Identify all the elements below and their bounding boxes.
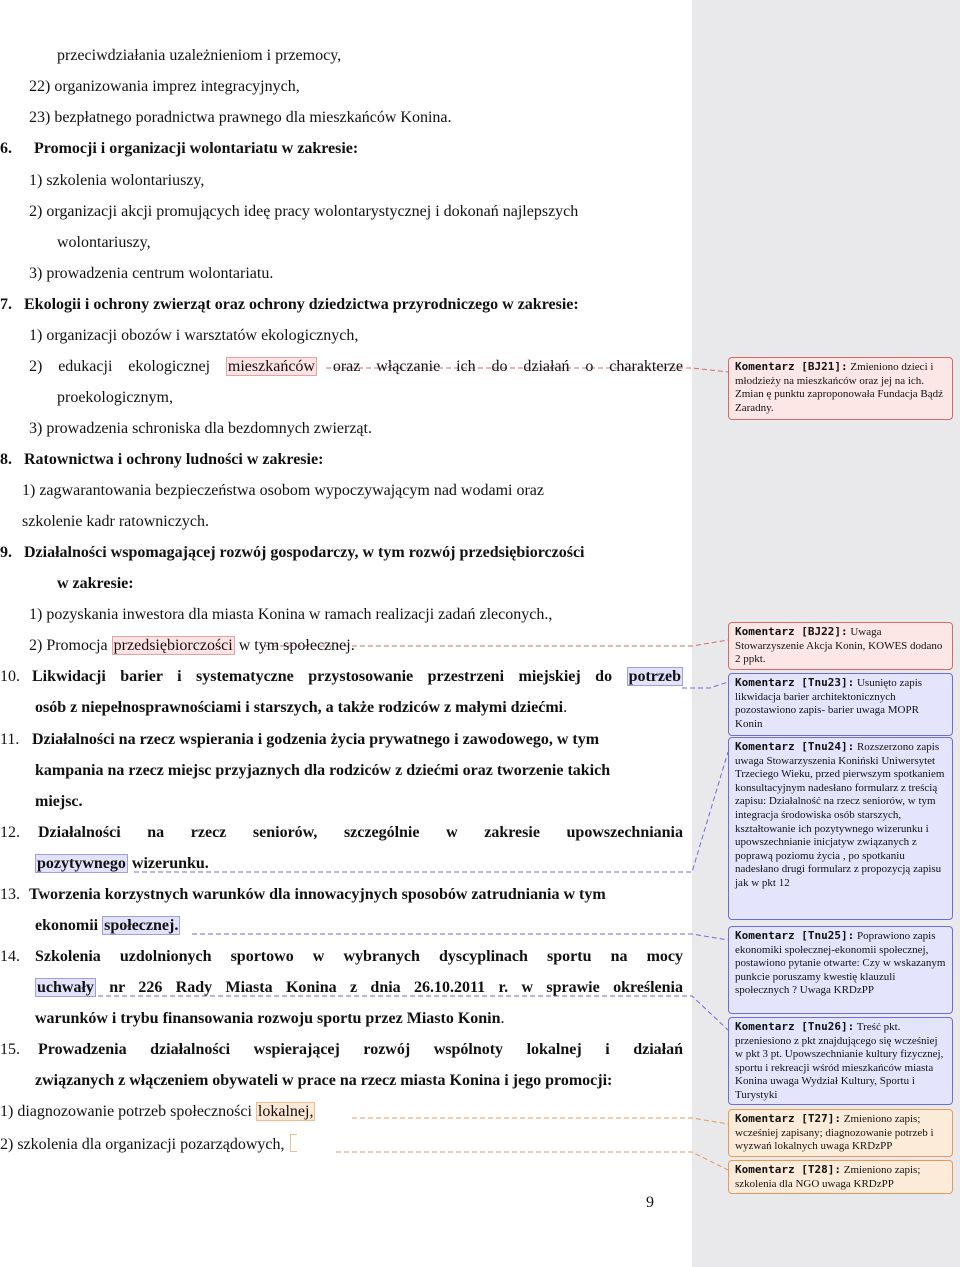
section-11-number: 11. bbox=[0, 731, 20, 748]
text-run: oraz włączanie ich do działań o charakterze bbox=[332, 358, 684, 375]
section-13-number: 13. bbox=[0, 886, 20, 903]
comment-anchor-bj21[interactable]: mieszkańców bbox=[227, 358, 315, 375]
comment-anchor-tnu23[interactable]: potrzeb bbox=[628, 668, 681, 685]
comment-tnu25[interactable] bbox=[728, 926, 953, 1014]
section-6-heading bbox=[0, 140, 358, 158]
comment-text: Zmieniono dzieci i młodzieży na mieszkańców oraz jej na ich. Zmian ę punktu zaproponowała Fundacja Bądź Zaradny. bbox=[735, 361, 944, 414]
section-title-continued: w zakresie: bbox=[57, 575, 134, 592]
section-number: 7. bbox=[0, 296, 12, 313]
list-item bbox=[29, 358, 683, 376]
comment-text: Poprawiono zapis ekonomiki społecznej-ekonomii społecznej, postawiono pytanie otwarte: Czy w wskazanym punkcie poruszamy kwestię klauzuli społecznych ? Uwaga KRDzPP bbox=[735, 930, 946, 997]
list-item-continued: szkolenie kadr ratowniczych. bbox=[22, 513, 210, 530]
text-run: 2) szkolenia dla organizacji pozarządowych, bbox=[0, 1136, 285, 1153]
comment-tnu23[interactable] bbox=[728, 673, 953, 736]
list-item: 1) szkolenia wolontariuszy, bbox=[29, 172, 205, 189]
comment-t28[interactable] bbox=[728, 1160, 953, 1194]
section-12-title-continued bbox=[35, 855, 209, 873]
comment-label: Komentarz [Tnu25]: bbox=[735, 929, 855, 942]
page-number: 9 bbox=[646, 1194, 654, 1211]
section-11-title-continued: kampania na rzecz miejsc przyjaznych dla rodziców z dziećmi oraz tworzenie takich bbox=[35, 762, 611, 779]
list-item: 1) pozyskania inwestora dla miasta Konina w ramach realizacji zadań zleconych., bbox=[29, 606, 553, 623]
list-item: 2) organizacji akcji promujących ideę pracy wolontarystycznej i dokonań najlepszych bbox=[29, 203, 579, 220]
section-12-number: 12. bbox=[0, 824, 20, 841]
comment-label: Komentarz [Tnu23]: bbox=[735, 676, 855, 689]
text-run: wizerunku. bbox=[131, 855, 209, 872]
section-11-title-continued: miejsc. bbox=[35, 793, 83, 810]
section-14-title-continued bbox=[35, 1010, 505, 1028]
text-run: . bbox=[500, 1010, 505, 1027]
section-10-title-continued bbox=[35, 699, 567, 717]
comment-anchor-t28[interactable] bbox=[290, 1134, 297, 1152]
comment-anchor-t27[interactable]: lokalnej, bbox=[257, 1103, 314, 1120]
section-15-title-continued: związanych z włączeniem obywateli w prace na rzecz miasta Konina i jego promocji: bbox=[35, 1072, 613, 1089]
section-number: 9. bbox=[0, 544, 12, 561]
list-item: 1) zagwarantowania bezpieczeństwa osobom wypoczywającym nad wodami oraz bbox=[22, 482, 545, 499]
comment-anchor-tnu26[interactable]: uchwały bbox=[37, 979, 94, 996]
section-13-title: Tworzenia korzystnych warunków dla innowacyjnych sposobów zatrudniania w tym bbox=[29, 886, 606, 903]
section-14-title: Szkolenia uzdolnionych sportowo w wybranych dyscyplinach sportu na mocy bbox=[35, 948, 683, 965]
text-run: Likwidacji barier i systematyczne przystosowanie przestrzeni miejskiej do bbox=[32, 668, 613, 685]
section-title: Ratownictwa i ochrony ludności w zakresie: bbox=[24, 451, 324, 468]
comment-text: Zmieniono zapis; szkolenia dla NGO uwaga KRDzPP bbox=[735, 1164, 921, 1190]
list-item bbox=[29, 637, 355, 655]
section-14-number: 14. bbox=[0, 948, 20, 965]
section-number: 6. bbox=[0, 140, 12, 157]
comment-bj22[interactable] bbox=[728, 622, 953, 670]
connector-t28 bbox=[336, 1152, 728, 1170]
section-12-title: Działalności na rzecz seniorów, szczególnie w zakresie upowszechniania bbox=[38, 824, 683, 841]
list-item bbox=[0, 1134, 297, 1154]
text-run: nr 226 Rady Miasta Konina z dnia 26.10.2011 r. w sprawie określenia bbox=[109, 979, 684, 996]
connector-t27 bbox=[352, 1118, 728, 1124]
text-run: warunków i trybu finansowania rozwoju sportu przez Miasto Konin bbox=[35, 1010, 501, 1027]
section-9-heading bbox=[0, 544, 585, 562]
section-number: 8. bbox=[0, 451, 12, 468]
connector-tnu25 bbox=[192, 934, 728, 940]
section-title: Ekologii i ochrony zwierząt oraz ochrony dziedzictwa przyrodniczego w zakresie: bbox=[24, 296, 579, 313]
comment-label: Komentarz [Tnu26]: bbox=[735, 1020, 855, 1033]
list-item-continued: proekologicznym, bbox=[57, 389, 173, 406]
comment-bj21[interactable] bbox=[728, 357, 953, 420]
text-run: 2) Promocja bbox=[29, 637, 108, 654]
comment-text: Uwaga Stowarzyszenie Akcja Konin, KOWES dodano 2 ppkt. bbox=[735, 626, 943, 666]
connector-tnu23 bbox=[682, 682, 728, 688]
section-11-title: Działalności na rzecz wspierania i godzenia życia prywatnego i zawodowego, w tym bbox=[32, 731, 600, 748]
comment-label: Komentarz [Tnu24]: bbox=[735, 740, 855, 753]
comment-label: Komentarz [T28]: bbox=[735, 1163, 841, 1176]
list-item: 22) organizowania imprez integracyjnych, bbox=[29, 78, 300, 95]
section-7-heading bbox=[0, 296, 579, 314]
section-8-heading bbox=[0, 451, 323, 469]
section-title: Działalności wspomagającej rozwój gospodarczy, w tym rozwój przedsiębiorczości bbox=[24, 544, 585, 561]
text-run: ekonomii bbox=[35, 917, 99, 934]
list-item bbox=[0, 1103, 315, 1121]
section-10-number: 10. bbox=[0, 668, 20, 685]
comment-text: Usunięto zapis likwidacja barier architektonicznych pozostawiono zapis- barier uwaga MOPR Konin bbox=[735, 677, 923, 730]
section-13-title-continued bbox=[35, 917, 180, 935]
list-item: przeciwdziałania uzależnieniom i przemocy, bbox=[57, 47, 342, 64]
text-run: 1) diagnozowanie potrzeb społeczności bbox=[0, 1103, 252, 1120]
comment-anchor-tnu24[interactable]: pozytywnego bbox=[37, 855, 126, 872]
list-item: 3) prowadzenia centrum wolontariatu. bbox=[29, 265, 274, 282]
comment-anchor-tnu25[interactable]: społecznej. bbox=[104, 917, 179, 934]
section-15-title: Prowadzenia działalności wspierającej rozwój wspólnoty lokalnej i działań bbox=[38, 1041, 683, 1058]
comment-text: Treść pkt. przeniesiono z pkt znajdującego się wcześniej w pkt 3 pt. Upowszechnianie kultury fizycznej, sportu i rekreacji wśród mieszkańców miasta Konina uwaga Wydział Kultury, Sportu i Turystyki bbox=[735, 1021, 944, 1101]
comment-tnu24[interactable] bbox=[728, 737, 953, 920]
comment-text: Zmieniono zapis; wcześniej zapisany; diagnozowanie potrzeb i wyzwań lokalnych uwaga KRDzPP bbox=[735, 1113, 934, 1153]
text-run: 2) edukacji ekologicznej bbox=[29, 358, 211, 375]
section-14-title-continued bbox=[35, 979, 683, 997]
comment-text: Rozszerzono zapis uwaga Stowarzyszenia Koniński Uniwersytet Trzeciego Wieku, przed pierwszym spotkaniem konsultacyjnym nadesłano formularz z treścią zapisu: Działalność na rzecz seniorów, w tym integracja środowiska osób starszych, kształtowanie ich pozytywnego wizerunku i upowszechnianie inicjatyw związanych z poprawą poziomu życia , po spotkaniu nadesłano drugi formularz z propozycją zapisu jak w pkt 12 bbox=[735, 741, 945, 889]
comment-t27[interactable] bbox=[728, 1109, 953, 1157]
comment-label: Komentarz [BJ21]: bbox=[735, 360, 848, 373]
comment-anchor-bj22[interactable]: przedsiębiorczości bbox=[113, 637, 233, 654]
comment-label: Komentarz [BJ22]: bbox=[735, 625, 848, 638]
text-run: w tym społecznej. bbox=[238, 637, 355, 654]
section-15-number: 15. bbox=[0, 1041, 20, 1058]
list-item: 3) prowadzenia schroniska dla bezdomnych zwierząt. bbox=[29, 420, 372, 437]
list-item-continued: wolontariuszy, bbox=[57, 234, 151, 251]
list-item: 23) bezpłatnego poradnictwa prawnego dla mieszkańców Konina. bbox=[29, 109, 452, 126]
text-run: osób z niepełnosprawnościami i starszych, a także rodziców z małymi dziećmi bbox=[35, 699, 564, 716]
section-10-title bbox=[32, 668, 683, 686]
section-title: Promocji i organizacji wolontariatu w zakresie: bbox=[34, 140, 359, 157]
text-run: . bbox=[563, 699, 568, 716]
comment-tnu26[interactable] bbox=[728, 1017, 953, 1105]
comment-label: Komentarz [T27]: bbox=[735, 1112, 841, 1125]
list-item: 1) organizacji obozów i warsztatów ekologicznych, bbox=[29, 327, 359, 344]
